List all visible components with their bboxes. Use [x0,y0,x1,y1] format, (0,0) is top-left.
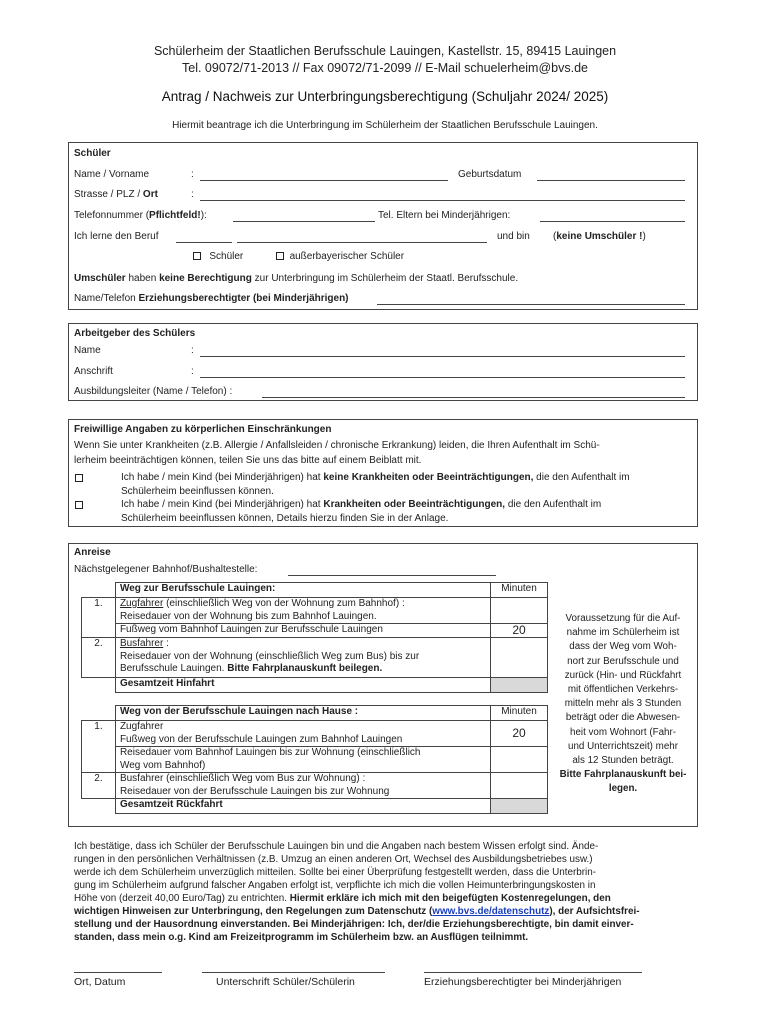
hinfahrt-row-fussweg: Fußweg vom Bahnhof Lauingen zur Berufsschule Lauingen [115,624,490,638]
hinfahrt-gesamt: Gesamtzeit Hinfahrt [115,678,490,693]
rueckfahrt-gesamt: Gesamtzeit Rückfahrt [115,799,490,814]
unterschrift-label: Unterschrift Schüler/Schülerin [216,976,355,988]
kein-umschueler-note: (keine Umschüler !) [553,231,646,242]
rueckfahrt-minuten-2[interactable] [491,773,548,799]
rueckfahrt-fussweg-minuten: 20 [491,721,548,747]
einschraenkungen-text-1: Wenn Sie unter Krankheiten (z.B. Allergie / Anfallsleiden / chronische Erkrankung) leiden, die Ihren Aufenthalt im Schü- [74,440,600,451]
umschueler-note: Umschüler haben keine Berechtigung zur Unterbringung im Schülerheim der Staatl. Berufsschule. [74,273,519,284]
hinfahrt-minuten-header: Minuten [491,583,548,598]
name-label: Name / Vorname [74,169,150,180]
arbeitgeber-name-label: Name [74,345,101,356]
anschrift-field[interactable] [200,377,685,378]
rueckfahrt-gesamt-minuten [491,799,548,814]
telefon-label: Telefonnummer (Pflichtfeld!): [74,210,207,221]
ort-datum-line[interactable] [74,972,162,973]
strasse-label: Strasse / PLZ / Ort [74,189,158,200]
hinfahrt-minuten-1[interactable] [491,598,548,624]
schueler-heading: Schüler [74,148,111,159]
tel-eltern-field[interactable] [540,221,685,222]
hinfahrt-row-zugfahrer: Zugfahrer (einschließlich Weg von der Wohnung zum Bahnhof) : Reisedauer von der Wohnung bis zum Bahnhof Lauingen. [115,598,490,624]
option-keine-krankheiten: Ich habe / mein Kind (bei Minderjährigen) hat keine Krankheiten oder Beeinträchtigungen, die den Aufenthalt im [121,472,630,483]
option-schueler[interactable]: Schüler [193,251,243,262]
hinfahrt-fussweg-minuten: 20 [491,624,548,638]
colon: : [191,345,194,356]
telefon-field[interactable] [233,221,375,222]
checkbox-ausserbayerisch[interactable] [276,252,284,260]
ausbildungsleiter-field[interactable] [262,397,685,398]
rueckfahrt-heading: Weg von der Berufsschule Lauingen nach Hause : [115,706,490,721]
bahnhof-label: Nächstgelegener Bahnhof/Bushaltestelle: [74,564,258,575]
option-keine-krankheiten-cont: Schülerheim beeinflussen können. [121,486,274,497]
erziehungsberechtigter-label: Name/Telefon Erziehungsberechtigter (bei Minderjährigen) [74,293,349,304]
checkbox-keine-krankheiten[interactable] [75,474,83,482]
und-bin-label: und bin [497,231,530,242]
colon: : [191,366,194,377]
checkbox-krankheiten[interactable] [75,501,83,509]
anschrift-label: Anschrift [74,366,113,377]
einschraenkungen-text-2: lerheim beeinträchtigen können, teilen Sie uns das bitte auf einem Beiblatt mit. [74,455,422,466]
rueckfahrt-minuten-header: Minuten [491,706,548,721]
hinfahrt-row-busfahrer: Busfahrer : Reisedauer von der Wohnung (einschließlich Weg zum Bus) bis zur Berufsschule Lauingen. Bitte Fahrplanauskunft beilegen. [115,638,490,678]
table-hinfahrt [81,582,548,693]
rueckfahrt-row-busfahrer: Busfahrer (einschließlich Weg vom Bus zur Wohnung) : Reisedauer von der Berufsschule Lauingen bis zur Wohnung [115,773,490,799]
page-title: Antrag / Nachweis zur Unterbringungsberechtigung (Schuljahr 2024/ 2025) [161,89,609,104]
intro-text: Hiermit beantrage ich die Unterbringung im Schülerheim der Staatlichen Berufsschule Lauingen. [172,120,598,131]
erziehungsberechtigter-field[interactable] [377,304,685,305]
anreise-heading: Anreise [74,547,111,558]
rueckfahrt-num-2: 2. [82,773,116,799]
rueckfahrt-row-reisedauer: Reisedauer vom Bahnhof Lauingen bis zur Wohnung (einschließlich Weg vom Bahnhof) [115,747,490,773]
ort-datum-label: Ort, Datum [74,976,126,988]
hinfahrt-heading: Weg zur Berufsschule Lauingen: [115,583,490,598]
einschraenkungen-heading: Freiwillige Angaben zu körperlichen Einschränkungen [74,424,332,435]
voraussetzung-note: Voraussetzung für die Auf- nahme im Schülerheim ist dass der Weg vom Woh- nort zur Berufsschule und zurück (Hin- und Rückfahrt mit öffentlichen Verkehrs- mitteln mehr als 3 Stunden beträgt oder die Abwesen- heit vom Wohnort (Fahr- und Unterrichtszeit) mehr als 12 Stunden beträgt. Bitte Fahrplanauskunft bei- legen. [559,613,687,795]
table-rueckfahrt [81,705,548,814]
option-krankheiten: Ich habe / mein Kind (bei Minderjährigen) hat Krankheiten oder Beeinträchtigungen, die den Aufenthalt im [121,499,602,510]
tel-eltern-label: Tel. Eltern bei Minderjährigen: [378,210,511,221]
header-contact: Tel. 09072/71-2013 // Fax 09072/71-2099 // E-Mail schuelerheim@bvs.de [182,61,588,75]
colon: : [191,169,194,180]
hinfahrt-minuten-2[interactable] [491,638,548,678]
rueckfahrt-row-zugfahrer: Zugfahrer Fußweg von der Berufsschule Lauingen zum Bahnhof Lauingen [115,721,490,747]
beruf-field-b[interactable] [237,242,487,243]
arbeitgeber-name-field[interactable] [200,356,685,357]
hinfahrt-gesamt-minuten [491,678,548,693]
rueckfahrt-minuten-1[interactable] [491,747,548,773]
header-address: Schülerheim der Staatlichen Berufsschule Lauingen, Kastellstr. 15, 89415 Lauingen [153,44,617,58]
bestaetigung-text: Ich bestätige, dass ich Schüler der Berufsschule Lauingen bin und die Angaben nach bestem Wissen erfolgt sind. Ände- rungen in den persönlichen Verhältnissen (z.B. Umzug an einen anderen Ort, Wechsel des Ausbildungsbetriebes usw.) werde ich dem Schülerheim unverzüglich mitteilen. Sollte bei einer Überprüfung festgestellt werden, dass die Unterbrin- gung im Schülerheim aufgrund falscher Angaben erfolgt ist, verpflichte ich mich die vollen Heimunterbringungskosten in Höhe von (derzeit 40,00 Euro/Tag) zu entrichten. Hiermit erkläre ich mich mit den beigefügten Kostenregelungen, den wichtigen Hinweisen zur Unterbringung, den Regelungen zum Datenschutz (www.bvs.de/datenschutz), der Aufsichtsfrei- stellung und der Hausordnung einverstanden. Bei Minderjährigen: Ich, der/die Erziehungsberechtigte, bin damit einver- standen, dass mein o.g. Kind am Freizeitprogramm im Schülerheim bzw. an Ausflügen teilnimmt. [74,841,640,943]
datenschutz-link[interactable]: www.bvs.de/datenschutz [432,906,550,917]
colon: : [191,189,194,200]
unterschrift-line[interactable] [202,972,385,973]
geburtsdatum-field[interactable] [537,180,685,181]
strasse-field[interactable] [200,200,685,201]
name-field[interactable] [200,180,448,181]
checkbox-schueler[interactable] [193,252,201,260]
geburtsdatum-label: Geburtsdatum [458,169,522,180]
option-krankheiten-cont: Schülerheim beeinflussen können, Details hierzu finden Sie in der Anlage. [121,513,449,524]
hinfahrt-num-1: 1. [82,598,116,638]
arbeitgeber-heading: Arbeitgeber des Schülers [74,328,196,339]
bahnhof-field[interactable] [288,575,496,576]
option-ausserbayerisch[interactable]: außerbayerischer Schüler [276,251,404,262]
erziehungsberechtigter-sig-label: Erziehungsberechtigter bei Minderjährigen [424,976,622,988]
hinfahrt-num-2: 2. [82,638,116,678]
ausbildungsleiter-label: Ausbildungsleiter (Name / Telefon) : [74,386,233,397]
beruf-label: Ich lerne den Beruf [74,231,159,242]
erziehungsberechtigter-line[interactable] [424,972,642,973]
rueckfahrt-num-1: 1. [82,721,116,773]
section-schueler [68,142,698,310]
beruf-field-a[interactable] [176,242,232,243]
